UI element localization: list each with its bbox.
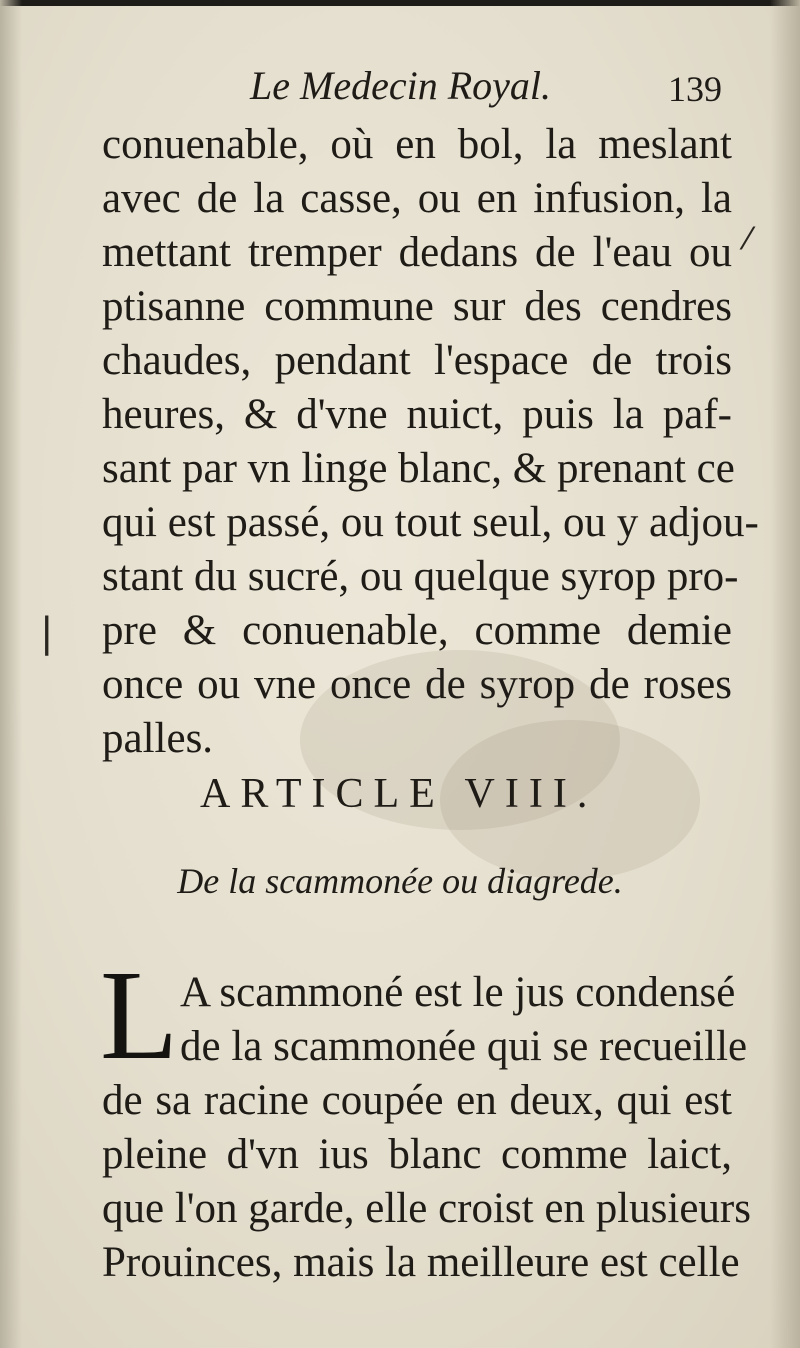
text-line: de la scammonée qui se recueille [180, 1023, 748, 1070]
text-line: pre & conuenable, comme demie [102, 607, 732, 654]
article-subtitle: De la scammonée ou diagrede. [177, 861, 623, 901]
drop-cap: L [100, 944, 179, 1086]
article-heading: ARTICLE VIII. [200, 771, 598, 817]
page-right-edge [770, 0, 800, 1348]
text-line: A scammoné est le jus condensé [180, 969, 736, 1016]
page-top-edge [0, 0, 800, 6]
text-line: heures, & d'vne nuict, puis la paf- [102, 391, 732, 438]
text-line: sant par vn linge blanc, & prenant ce [102, 445, 735, 492]
running-title: Le Medecin Royal. [250, 63, 551, 108]
margin-stroke-mark: | [40, 610, 54, 656]
text-line: de sa racine coupée en deux, qui est [102, 1077, 732, 1124]
text-line: pleine d'vn ius blanc comme laict, [102, 1131, 732, 1178]
text-line: avec de la casse, ou en infusion, la [102, 175, 732, 222]
text-line: que l'on garde, elle croist en plusieurs [102, 1185, 751, 1232]
text-line: palles. [102, 715, 214, 762]
gutter-shadow [0, 0, 22, 1348]
page-number: 139 [668, 69, 722, 109]
text-line: mettant tremper dedans de l'eau ou [102, 229, 732, 276]
text-line: qui est passé, ou tout seul, ou y adjou- [102, 499, 759, 546]
text-line: ptisanne commune sur des cendres [102, 283, 732, 330]
text-line: Prouinces, mais la meilleure est celle [102, 1239, 740, 1286]
text-line: chaudes, pendant l'espace de trois [102, 337, 732, 384]
text-line: conuenable, où en bol, la meslant [102, 121, 732, 168]
text-line: once ou vne once de syrop de roses [102, 661, 732, 708]
margin-stroke-mark: ⁄ [745, 222, 751, 257]
text-line: stant du sucré, ou quelque syrop pro- [102, 553, 739, 600]
running-header [250, 62, 750, 118]
